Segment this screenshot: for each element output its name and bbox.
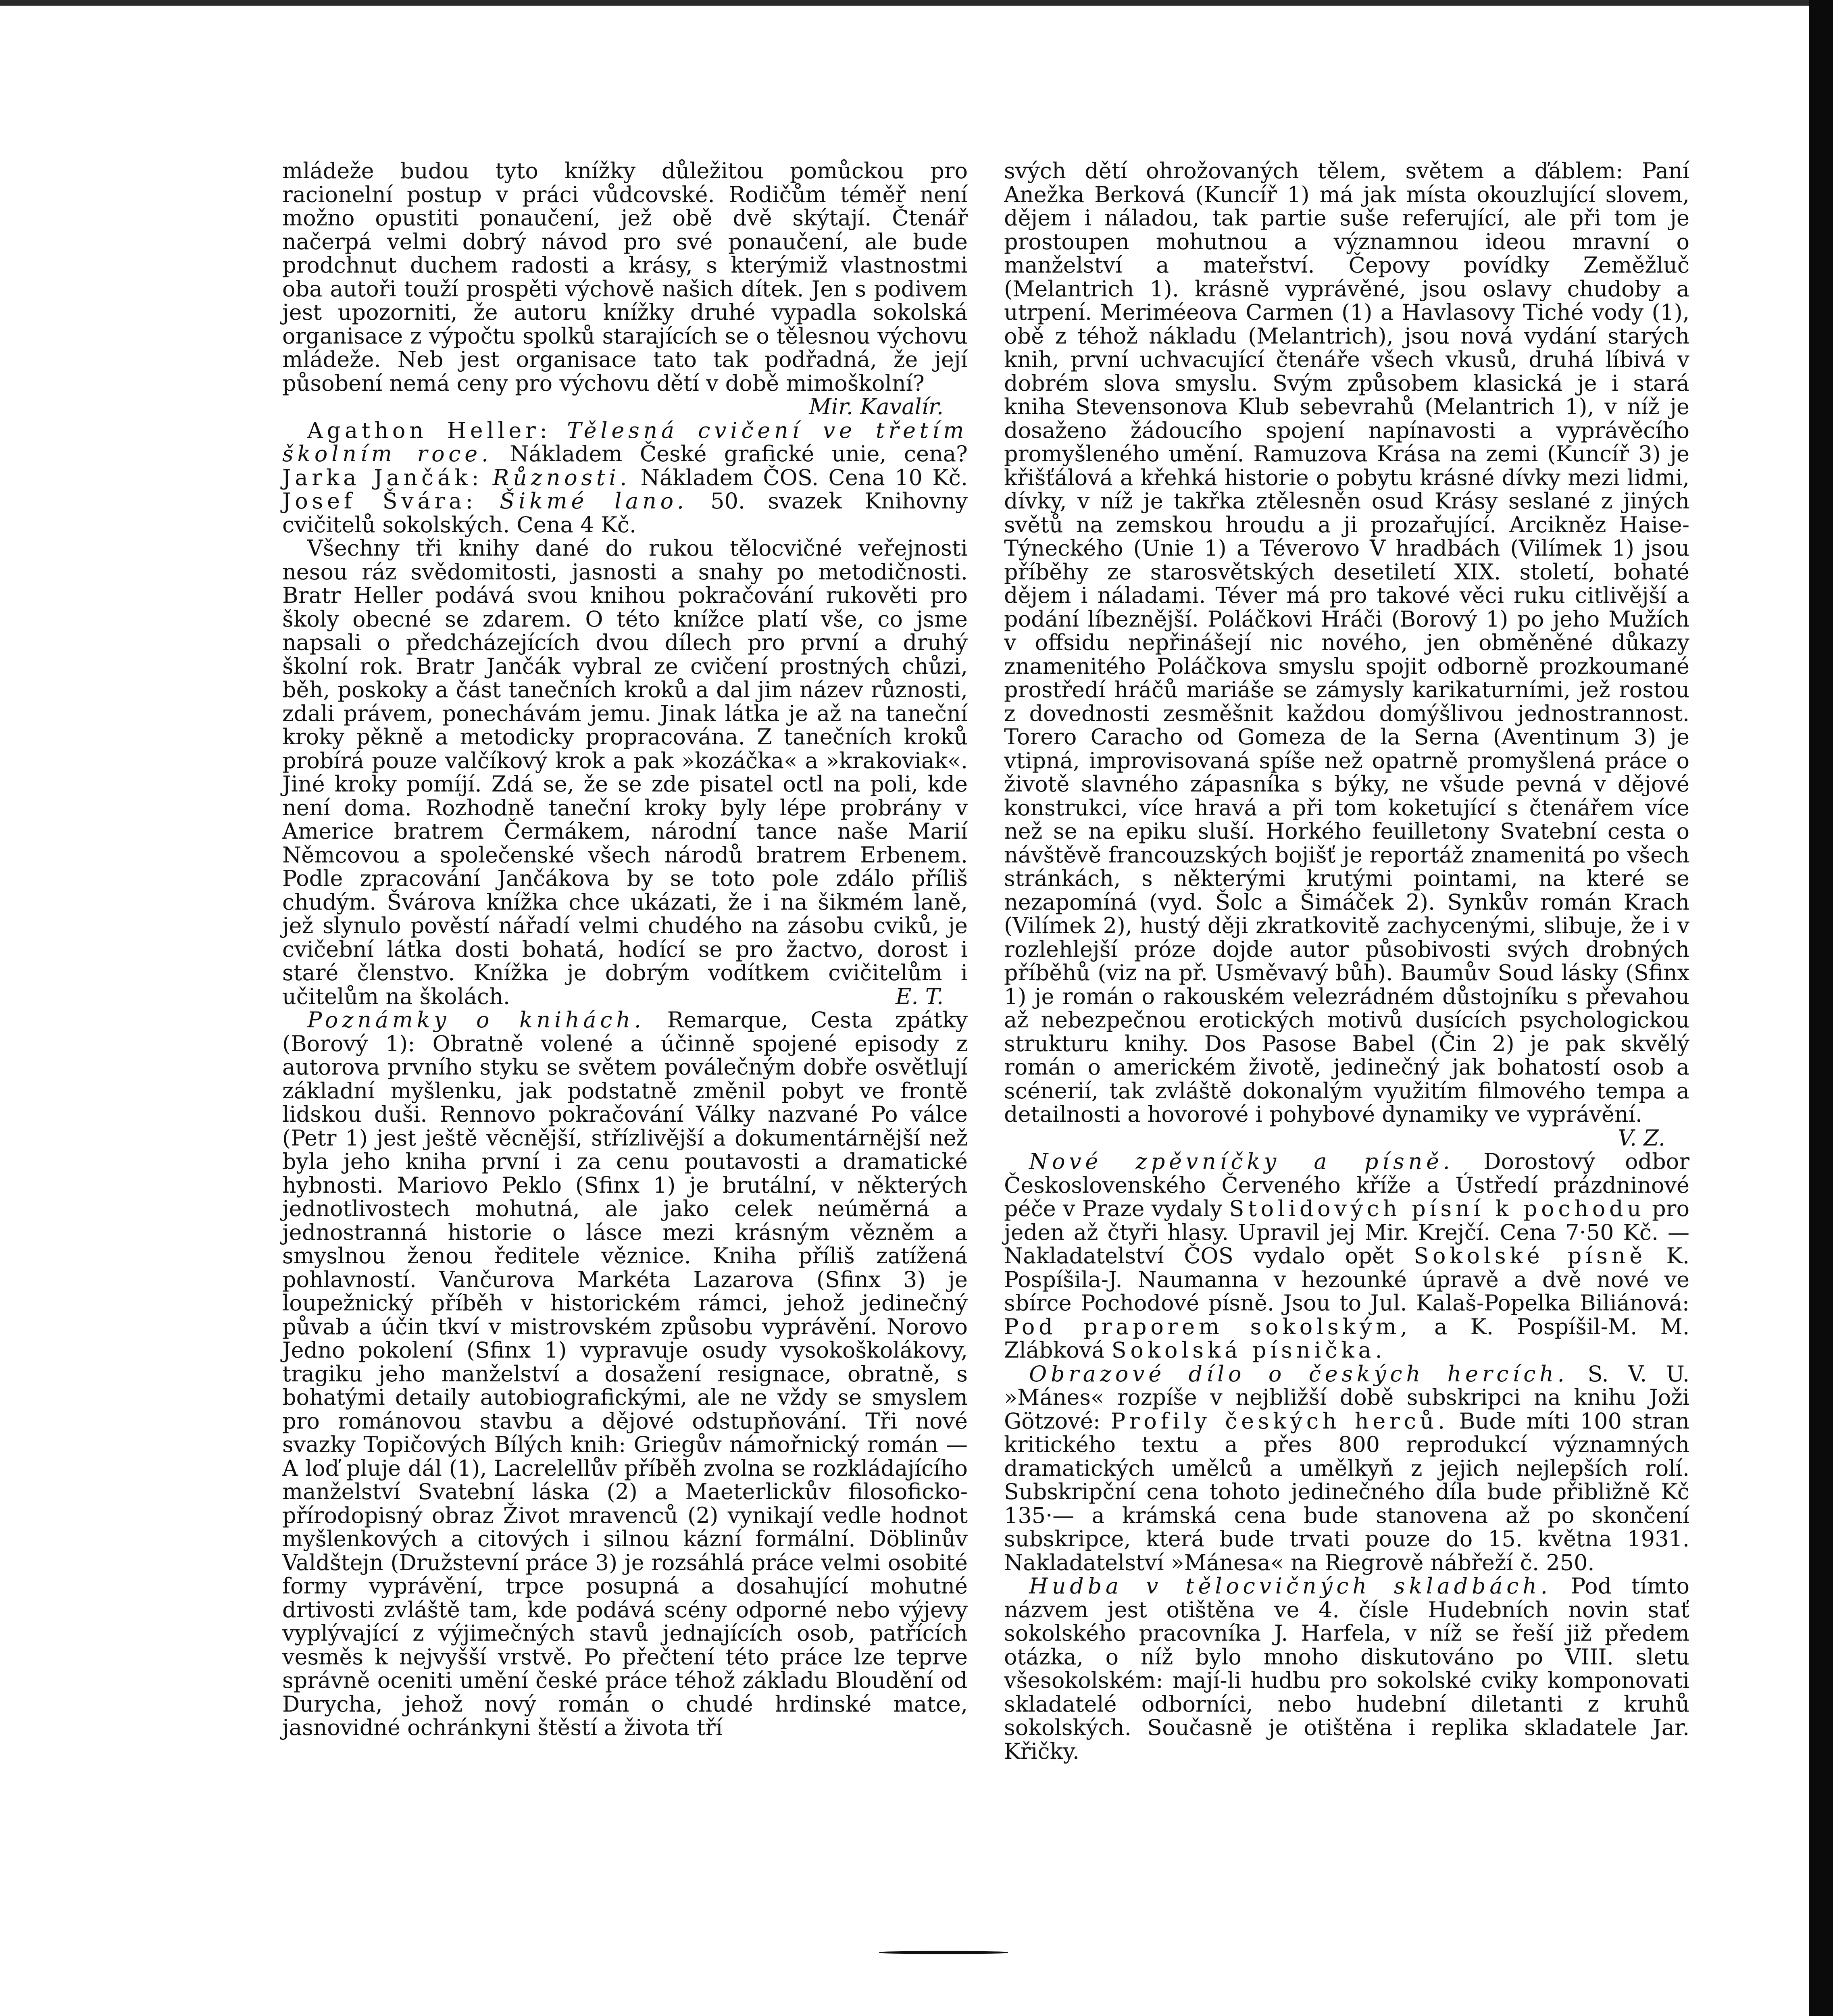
scan-frame-top — [0, 0, 1833, 6]
review-text: svých dětí ohrožovaných tělem, světem a ďáblem: Paní Anežka Berková (Kuncíř 1) má jak místa okouzlující slovem, dějem i náladou, tak partie suše referující, ale při tom je prostoupen mohutnou a významnou ideou mravní o manželství a mateřství. Čepovy povídky Zeměžluč (Melantrich 1). krásně vyprávěné, jsou oslavy chudoby a utrpení. Meriméeova Carmen (1) a Havlasovy Tiché vody (1), obě z téhož nákladu (Melantrich), jsou nová vydání starých knih, první uchvacující čtenáře všech vkusů, druhá líbivá v dobrém slova smyslu. Svým způsobem klasická je i stará kniha Stevensonova Klub sebevrahů (Melantrich 1), v níž je dosaženo žádoucího spojení napínavosti a vyprávěcího promyšleného umění. Ramuzova Krása na zemi (Kuncíř 3) je křišťálová a křehká historie o pobytu krásné dívky mezi lidmi, dívky, v níž je takřka ztělesněn osud Krásy seslané z jiných světů na zemskou hroudu a ji prozařující. Arcikněz Haise-Týneckého (Unie 1) a Téverovo V hradbách (Vilímek 1) jsou příběhy ze starosvětských desetiletí XIX. století, bohaté dějem i náladami. Téver má pro takové věci ruku citlivější a podání líbeznější. Poláčkovi Hráči (Borový 1) po jeho Mužích v offsidu nepřinášejí nic nového, jen obměněné důkazy znamenitého Poláčkova smyslu spojit odborně prozkoumané prostředí hráčů mariáše se zámysly karikaturními, jež rostou z dovednosti zesměšnit každou domýšlivou jednostrannost. Torero Caracho od Gomeza de la Serna (Aventinum 3) je vtipná, improvisovaná spíše než opatrně promyšlená práce o životě slavného zápasníka s býky, ne všude pevná v dějové konstrukci, více hravá a při tom koketující s čtenářem více než se na epiku sluší. Horkého feuilletony Svatební cesta o návštěvě francouzských bojišť je reportáž znamenitá po všech stránkách, s některými krutými pointami, na které se nezapomíná (vyd. Šolc a Šimáček 2). Synkův román Krach (Vilímek 2), hustý ději zkratkovitě zachycenými, slibuje, že i v rozlehlejší próze dojde autor působivosti svých drobných příběhů (viz na př. Usměvavý bůh). Baumův Soud lásky (Sfinx 1) je román o rakouském velezrádném důstojníku s převahou až nebezpečnou erotických motivů dusících psychologickou strukturu knihy. Dos Pasose Babel (Čin 2) je pak skvělý román o americkém životě, jedinečný jak bohatostí osob a scénerií, tak zvláště dokonalým využitím filmového tempa a detailnosti a hovorové i pohybové dynamiky ve vyprávění. — [1004, 158, 1689, 1127]
section-text: Dorostový odbor Československého Červeného kříže a Ústředí prázdninové péče v Praze vydaly — [1004, 1149, 1689, 1221]
review-text: mládeže budou tyto knížky důležitou pomůckou pro racionelní postup v práci vůdcovské. Rodičům téměř není možno opustiti ponaučení, jež obě dvě skýtají. Čtenář načerpá velmi dobrý návod pro své ponaučení, ale bude prodchnut duchem radosti a krásy, s kterýmiž vlastnostmi oba autoři touží prospěti výchově našich dítek. Jen s podivem jest upozorniti, že autoru knížky druhé vypadla sokolská organisace z výpočtu spolků starajících se o tělesnou výchovu mládeže. Neb jest organisace tato tak podřadná, že její působení nemá ceny pro výchovu dětí v době mimoškolní? — [282, 158, 968, 396]
book-details: Nákladem ČOS. Cena 10 Kč. — [631, 464, 968, 490]
end-divider-rule — [879, 1951, 1008, 1954]
music-notice — [1004, 1574, 1689, 1763]
review-paragraph — [282, 158, 968, 419]
section-text: Pod tímto názvem jest otištěna ve 4. čísle Hudebních novin stať sokolského pracovníka J. Harfela, v níž se řeší již předem otázka, o níž bylo mnoho diskutováno po VIII. sletu všesokolském: mají-li hudbu pro sokolské cviky komponovati skladatelé odborníci, nebo hudební diletanti z kruhů sokolských. Současně je otištěna i replika skladatele Jar. Křičky. — [1004, 1573, 1689, 1764]
section-heading: Obrazové dílo o českých hercích. — [1029, 1361, 1568, 1387]
review-text: Všechny tři knihy dané do rukou tělocvičné veřejnosti nesou ráz svědomitosti, jasnosti a snahy po metodičnosti. Bratr Heller podává svou knihou pokračování rukověti pro školy obecné se zdarem. O této knížce platí vše, co jsme napsali o předcházejících dvou dílech pro první a druhý školní rok. Bratr Jančák vybral ze cvičení prostných chůzi, běh, poskoky a část tanečních kroků a dal jim název různosti, zdali právem, ponechávám jemu. Jinak látka je až na taneční kroky pěkně a metodicky propracována. Z tanečních kroků probírá pouze valčíkový krok a pak »kozáčka« a »krakoviak«. Jiné kroky pomíjí. Zdá se, že se zde pisatel octl na poli, kde není doma. Rozhodně taneční kroky byly lépe probrány v Americe bratrem Čermákem, národní tance naše Marií Němcovou a společenské všech národů bratrem Erbenem. Podle zpracování Jančákova by se toto pole zdálo příliš chudým. Švárova knížka chce ukázati, že i na šikmém laně, jež slynulo pověstí nářadí velmi chudého na zásobu cviků, je cvičební látka dosti bohatá, hodící se pro žactvo, dorost i staré členstvo. Knížka je dobrým vodítkem cvičitelům i učitelům na školách. — [282, 535, 968, 1009]
song-title: Stolidových písní k pochodu — [1229, 1196, 1645, 1221]
section-text: Remarque, Cesta zpátky (Borový 1): Obratně volené a účinně spojené episody z autorova prvního styku se světem poválečným dobře osvětlují základní myšlenku, jak podstatně změnil pobyt ve frontě lidskou duši. Rennovo pokračování Války nazvané Po válce (Petr 1) jest ještě věcnější, střízlivější a dokumentárnější než byla jeho kniha první i za cenu poutavosti a dramatické hybnosti. Mariovo Peklo (Sfinx 1) je brutální, v některých jednotlivostech mohutná, ale jako celek neúměrná a jednostranná historie o lásce mezi krásným vězněm a smyslnou ženou ředitele věznice. Kniha příliš zatížená pohlavností. Vančurova Markéta Lazarova (Sfinx 3) je loupežnický příběh v historickém rámci, jehož jedinečný půvab a účin tkví v mistrovském způsobu vyprávění. Norovo Jedno pokolení (Sfinx 1) vypravuje osudy vysokoškolákovy, tragiku jeho manželství a dosažení resignace, obratně, s bohatými detaily autobiografickými, ale ne vždy se smyslem pro románovou stavbu a dějové odstupňování. Tři nové svazky Topičových Bílých knih: Griegův námořnický román — A loď pluje dál (1), Lacrelellův příběh zvolna se rozkládajícího manželství Svatební láska (2) a Maeterlickův filosoficko-přírodopisný obraz Život mravenců (2) vynikají vedle hodnot myšlenkových a citových i silnou kázní formální. Döblinův Valdštejn (Družstevní práce 3) je rozsáhlá práce velmi osobité formy vyprávění, trpce posupná a dosahující mohutné drtivosti zvláště tam, kde podává scény odporné nebo výjevy vyplývající z výjimečných stavů jednajících osob, patřících vesměs k nejvyšší vrstvě. Po přečtení této práce lze teprve správně oceniti umění české práce téhož základu Bloudění od Durycha, jehož nový román o chudé hrdinské matce, jasnovidné ochránkyni štěstí a života tří — [282, 1007, 968, 1740]
book-details: Nákladem České grafické unie, cena? — [492, 441, 968, 467]
scan-frame-right — [1809, 0, 1833, 2016]
song-title: Pod praporem sokolským, — [1004, 1314, 1411, 1339]
book-title: Profily českých herců. — [1110, 1408, 1449, 1434]
review-signature: Mir. Kavalír. — [809, 394, 944, 419]
section-text: K. Pospíšila-J. Naumanna v hezounké úpravě a dvě nové ve sbírce Pochodové písně. Jsou to Jul. Kalaš-Popelka Biliánová: — [1004, 1243, 1690, 1316]
section-text: a K. Pospíšil-M. M. Zlábková — [1004, 1314, 1689, 1363]
song-title: Sokolská písnička. — [1111, 1337, 1386, 1363]
book-details: 50. svazek Knihovny cvičitelů sokolských. Cena 4 Kč. — [282, 488, 968, 537]
song-title: Sokolské písně — [1414, 1243, 1646, 1268]
book-title: Tělesná cvičení ve třetím školním roce. — [282, 417, 968, 467]
actors-book-notice — [1004, 1362, 1689, 1575]
section-heading: Nové zpěvníčky a písně. — [1029, 1149, 1454, 1174]
section-text: pro jeden až čtyři hlasy. Upravil jej Mir. Krejčí. Cena 7·50 Kč. — Nakladatelství ČOS vydalo opět — [1004, 1196, 1689, 1268]
review-paragraph — [282, 537, 968, 1008]
book-title: Různosti. — [492, 464, 631, 490]
section-text: Bude míti 100 stran kritického textu a přes 800 reprodukcí významných dramatických umělců a umělkyň z jejich nejlepších rolí. Subskripční cena tohoto jedinečného díla bude přibližně Kč 135·— a krámská cena bude stanovena až po skončení subskripce, která bude trvati pouze do 15. května 1931. Nakladatelství »Mánesa« na Riegrově nábřeží č. 250. — [1004, 1408, 1690, 1575]
review-signature: V. Z. — [1618, 1125, 1665, 1151]
right-column — [1004, 159, 1689, 1763]
notes-on-books — [282, 1008, 968, 1740]
book-author: Josef Švára: — [282, 488, 477, 514]
book-author: Jarka Jančák: — [282, 464, 483, 490]
book-listing — [282, 419, 968, 537]
book-title: Šikmé lano. — [500, 488, 688, 514]
review-signature: E. T. — [896, 983, 944, 1009]
left-column — [282, 159, 968, 1740]
book-author: Agathon Heller: — [307, 417, 551, 443]
section-text: S. V. U. »Mánes« rozpíše v nejbližší době subskripci na knihu Joži Götzové: — [1004, 1361, 1689, 1434]
section-heading: Poznámky o knihách. — [307, 1007, 645, 1033]
section-heading: Hudba v tělocvičných skladbách. — [1029, 1573, 1552, 1599]
songbooks-notice — [1004, 1150, 1689, 1362]
review-paragraph — [1004, 158, 1689, 1151]
